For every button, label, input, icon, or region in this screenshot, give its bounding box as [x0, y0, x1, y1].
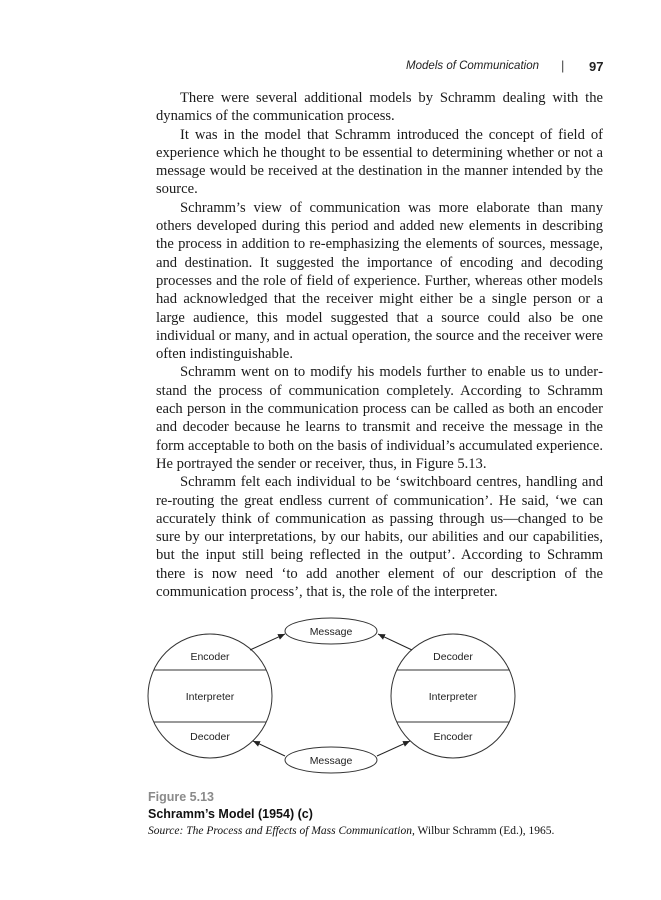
arrow-left-to-top-message — [250, 634, 285, 650]
paragraph: It was in the model that Schramm introduced the concept of field of experience which he thought to be essential to determining whether or not a message would be received at the destination in the manner intended by the source. — [156, 126, 603, 198]
running-title: Models of Communication — [406, 60, 539, 72]
figure-title: Schramm’s Model (1954) (c) — [148, 807, 313, 821]
paragraph: There were several additional models by Schramm dealing with the dynamics of the communication process. — [156, 90, 603, 125]
figure-source — [148, 823, 618, 839]
arrow-bottom-message-to-left — [253, 741, 285, 756]
right-interpreter-label: Interpreter — [428, 691, 478, 703]
figure-number: Figure 5.13 — [148, 790, 214, 804]
paragraph: Schramm’s view of communication was more elaborate than many others developed during this period and added new elements in describing the process in addition to re-emphasizing the elements of sources, message, and destination. It suggested the importance of encoding and decoding processes and the role of field of experience. Further, whereas other models had acknowledged that the receiver might either be a single person or a large audience, this model suggested that a source could also be one individual or many, and in actual operation, the source and the receiver were often indistinguishable. — [156, 199, 603, 363]
bottom-message-label: Message — [309, 755, 353, 767]
body-text — [156, 89, 603, 601]
right-encoder-label: Encoder — [433, 731, 473, 743]
paragraph: Schramm felt each individual to be ‘switchboard centres, handling and re-routing the great endless current of communication’. He said, ‘we can accurately think of communication as passing through us—changed to be sure by our interpretations, by our habits, our abilities and our capabilities, but the input still being reflected in the output’. According to Schramm there is now need ‘to add another element of our description of the communication process’, that is, the role of the interpreter. — [156, 474, 603, 601]
page-header — [0, 58, 661, 78]
top-message-label: Message — [309, 626, 353, 638]
arrow-bottom-message-to-right — [377, 741, 410, 756]
right-decoder-label: Decoder — [433, 651, 473, 663]
header-separator: | — [561, 58, 565, 73]
right-person-circle — [380, 634, 530, 758]
left-interpreter-label: Interpreter — [185, 691, 235, 703]
source-label: Source: — [148, 825, 184, 837]
schramm-model-diagram — [140, 608, 530, 788]
bottom-message-node — [285, 747, 377, 773]
diagram-svg — [140, 608, 530, 788]
top-message-node — [285, 618, 377, 644]
left-encoder-label: Encoder — [190, 651, 230, 663]
figure-caption — [148, 789, 618, 839]
arrow-right-to-top-message — [378, 634, 412, 650]
left-decoder-label: Decoder — [190, 731, 230, 743]
paragraph: Schramm went on to modify his models further to enable us to understand the process of communication completely. According to Schramm each person in the communication process can be called as both an encoder and decoder because he learns to transmit and receive the message in the form acceptable to both on the basis of individual’s accumulated experience. He portrayed the sender or receiver, thus, in Figure 5.13. — [156, 364, 603, 472]
left-person-circle — [140, 634, 280, 758]
source-details: Wilbur Schramm (Ed.), 1965. — [414, 825, 555, 837]
page-number: 97 — [589, 59, 604, 74]
source-work-title: The Process and Effects of Mass Communication, — [186, 825, 415, 837]
